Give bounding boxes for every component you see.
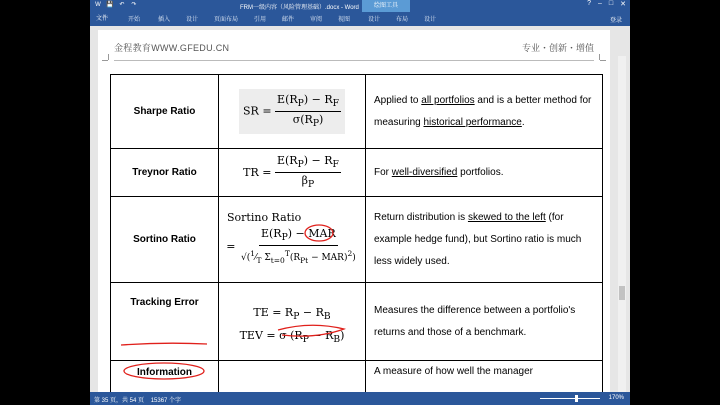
metric-name: Sortino Ratio [111,197,219,283]
sortino-formula: = $\frac{E(R_P) - MAR}{√(^1⁄_T \Sigma_{t=0}^T(R_{Pt} - MAR)^2)}$ [219,226,365,268]
table-row [111,361,603,393]
header-slogan: 专业・创新・增值 [521,43,594,53]
status-bar [90,392,630,405]
status-info [94,395,181,404]
save-icon[interactable]: 💾 [106,2,114,8]
tab-home[interactable]: 开始 [128,17,141,23]
formula-cell [219,283,366,361]
tab-page-layout[interactable]: 页面布局 [214,17,239,23]
window-controls [587,0,626,8]
desc-text: A measure of how well the manager [374,366,533,377]
tab-insert[interactable]: 插入 [158,17,171,23]
desc-text: (for example hedge fund), but Sortino ratio is much less widely used. [374,211,582,267]
metric-name: Treynor Ratio [111,149,219,197]
header-website: 金程教育WWW.GFEDU.CN [114,43,230,53]
tab-review[interactable]: 审阅 [310,17,323,23]
desc-text-underlined: well-diversified [391,166,458,178]
tab-view[interactable]: 视图 [338,17,351,23]
table-row [111,197,603,283]
tab-table-design[interactable]: 布局 [396,17,409,23]
maximize-icon[interactable]: □ [608,0,614,7]
word-app-icon: W [95,2,101,8]
metric-name: Information [137,367,192,378]
sortino-label: Sortino Ratio [227,211,302,224]
desc-text: and is a better method for measuring [374,94,592,128]
annotation-circle [121,361,207,381]
tab-table-layout[interactable]: 设计 [424,17,437,23]
desc-text: Applied to [374,94,422,106]
tab-references[interactable]: 引用 [254,17,267,23]
metric-name: Sharpe Ratio [111,75,219,149]
sharpe-formula: SR = $\frac{E(R_P) - R_F}{\sigma(R_P)}$ [239,89,345,134]
description-cell [366,197,603,283]
table-row [111,149,603,197]
document-area [90,26,630,392]
tab-file[interactable]: 文件 [90,12,114,26]
tab-drawing-format[interactable]: 设计 [368,17,381,23]
tev-formula: TEV = σ $(R_P - R_B)$ [240,329,345,345]
metric-name: Tracking Error [130,297,199,308]
close-icon[interactable]: ✕ [620,1,626,8]
table-row [111,283,603,361]
metric-name-cell [111,361,219,393]
header-divider [114,60,594,61]
annotation-underline [276,323,346,337]
crop-mark-right-v [599,54,600,60]
context-tab-drawing-tools: 绘图工具 [362,0,410,12]
crop-mark-right [600,60,606,61]
treynor-formula: TR = $\frac{E(R_P) - R_F}{\beta_P}$ [243,153,339,191]
desc-text: Return distribution is [374,211,468,223]
desc-text: For [374,166,392,178]
table-row [111,75,603,149]
description-cell [366,149,603,197]
metric-name-cell [111,283,219,361]
undo-icon[interactable]: ↶ [119,2,125,8]
crop-mark-left-v [108,54,109,60]
desc-text: . [521,116,525,128]
te-formula: TE = $R_P - R_B$ [253,306,331,323]
zoom-level[interactable]: 170% [608,395,624,401]
desc-text: portfolios. [457,166,504,178]
formula-cell [219,149,366,197]
desc-text-underlined: all portfolios [421,94,475,106]
annotation-circle [304,224,334,242]
redo-icon[interactable]: ↷ [131,2,137,8]
ribbon-tabs [90,12,630,26]
title-bar [90,0,630,12]
description-cell [366,75,603,149]
desc-text-underlined: skewed to the left [467,211,546,223]
zoom-slider[interactable] [540,398,600,399]
word-count[interactable]: 15367 个字 [150,398,182,404]
crop-mark-left [102,60,108,61]
word-window [90,0,630,405]
formula-cell [219,75,366,149]
scrollbar-thumb[interactable] [619,286,625,300]
document-title: FRM一级内容（风险管理基础）.docx - Word [240,5,359,11]
description-cell [366,361,603,393]
tab-mailings[interactable]: 邮件 [282,17,295,23]
formula-lhs: SR [243,104,259,118]
desc-text-underlined: historical performance [423,116,522,128]
formula-lhs: TR [243,165,259,179]
annotation-underline [119,339,209,349]
formula-cell [219,361,366,393]
document-page[interactable] [98,30,610,392]
performance-measures-table [110,74,603,392]
zoom-slider-knob[interactable] [575,395,578,402]
description-cell [366,283,603,361]
vertical-scrollbar[interactable] [618,56,626,392]
help-icon[interactable]: ? [587,0,591,7]
quick-access-toolbar [94,1,138,9]
minimize-icon[interactable]: – [597,0,602,7]
desc-text: Measures the difference between a portfolio's returns and those of a benchmark. [374,304,576,338]
page-count[interactable]: 第 35 页，共 54 页 [94,398,145,404]
formula-cell [219,197,366,283]
login-link[interactable]: 登录 [609,18,622,24]
tab-design[interactable]: 设计 [186,17,199,23]
